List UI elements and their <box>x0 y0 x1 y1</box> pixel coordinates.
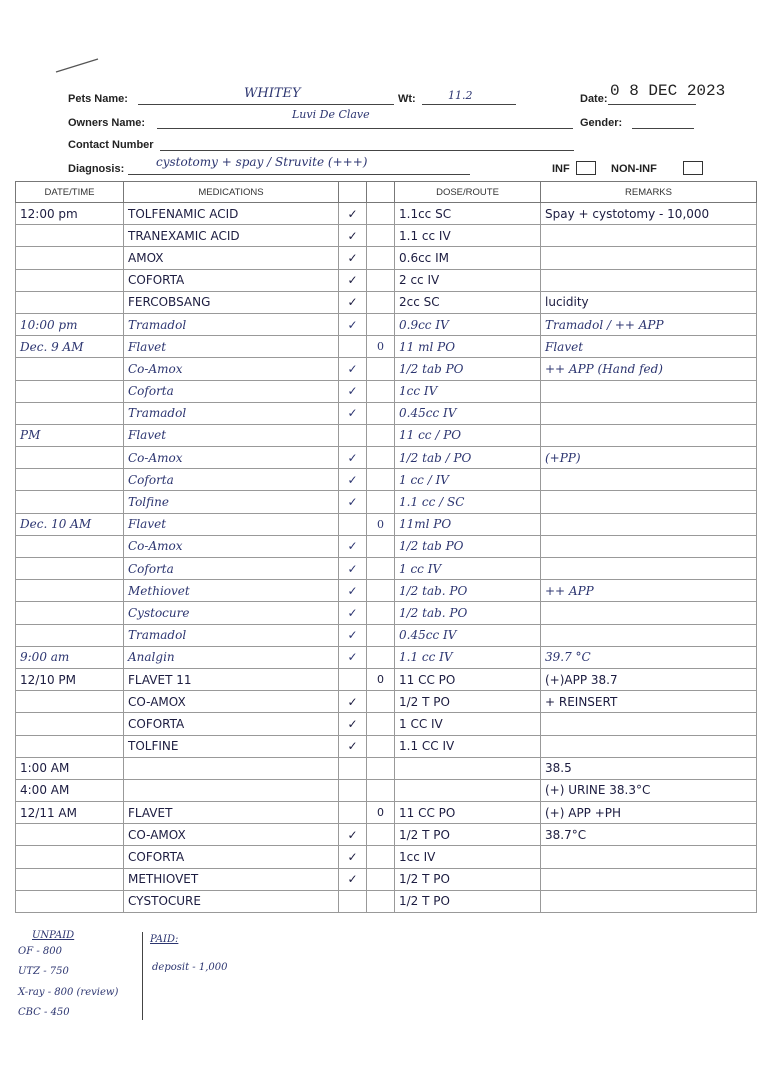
medication-cell: CYSTOCURE <box>124 890 339 912</box>
pets-name-line <box>138 104 394 105</box>
check-mark: ✓ <box>339 602 367 624</box>
pets-name-label: Pets Name: <box>68 93 128 105</box>
datetime-cell <box>16 868 124 890</box>
header-remarks: REMARKS <box>541 182 757 203</box>
check-mark: ✓ <box>339 469 367 491</box>
dose-route-cell: 0.45cc IV <box>395 402 541 424</box>
given-mark <box>367 535 395 557</box>
given-mark <box>367 447 395 469</box>
given-mark <box>367 269 395 291</box>
dose-route-cell: 1.1 CC IV <box>395 735 541 757</box>
remarks-cell <box>541 890 757 912</box>
datetime-cell <box>16 735 124 757</box>
dose-route-cell: 1/2 tab. PO <box>395 602 541 624</box>
dose-route-cell: 2cc SC <box>395 291 541 313</box>
check-mark <box>339 513 367 535</box>
unpaid-label: UNPAID <box>32 930 75 941</box>
table-row <box>16 558 757 580</box>
datetime-cell: 10:00 pm <box>16 313 124 335</box>
given-mark <box>367 868 395 890</box>
dose-route-cell: 11 CC PO <box>395 802 541 824</box>
table-row <box>16 602 757 624</box>
remarks-cell <box>541 469 757 491</box>
medication-cell: COFORTA <box>124 713 339 735</box>
check-mark <box>339 668 367 690</box>
medication-cell: Coforta <box>124 380 339 402</box>
table-row <box>16 447 757 469</box>
date-value: 0 8 DEC 2023 <box>610 82 726 100</box>
given-mark <box>367 424 395 446</box>
unpaid-item: X-ray - 800 (review) <box>18 987 119 998</box>
dose-route-cell: 11 CC PO <box>395 668 541 690</box>
remarks-cell: Flavet <box>541 336 757 358</box>
remarks-cell <box>541 225 757 247</box>
given-mark <box>367 402 395 424</box>
datetime-cell <box>16 558 124 580</box>
given-mark: 0 <box>367 336 395 358</box>
table-row <box>16 225 757 247</box>
medication-cell <box>124 757 339 779</box>
dose-route-cell: 1cc IV <box>395 846 541 868</box>
inf-label: INF <box>552 163 570 175</box>
table-row <box>16 802 757 824</box>
check-mark: ✓ <box>339 735 367 757</box>
medication-cell: Tolfine <box>124 491 339 513</box>
given-mark <box>367 646 395 668</box>
dose-route-cell: 11 ml PO <box>395 336 541 358</box>
noninf-checkbox[interactable] <box>683 161 703 175</box>
dose-route-cell: 1/2 tab PO <box>395 535 541 557</box>
check-mark: ✓ <box>339 868 367 890</box>
datetime-cell: 12:00 pm <box>16 203 124 225</box>
datetime-cell <box>16 469 124 491</box>
pen-stroke <box>54 56 100 76</box>
medication-cell: CO-AMOX <box>124 824 339 846</box>
remarks-cell: (+PP) <box>541 447 757 469</box>
medication-cell: FERCOBSANG <box>124 291 339 313</box>
given-mark <box>367 469 395 491</box>
dose-route-cell: 1.1cc SC <box>395 203 541 225</box>
medication-cell: TRANEXAMIC ACID <box>124 225 339 247</box>
table-row <box>16 247 757 269</box>
datetime-cell <box>16 269 124 291</box>
medication-cell: Tramadol <box>124 313 339 335</box>
dose-route-cell: 1/2 tab / PO <box>395 447 541 469</box>
owners-name-value: Luvi De Clave <box>292 108 370 121</box>
table-header-row <box>16 182 757 203</box>
check-mark: ✓ <box>339 225 367 247</box>
datetime-cell: Dec. 9 AM <box>16 336 124 358</box>
datetime-cell: PM <box>16 424 124 446</box>
datetime-cell <box>16 691 124 713</box>
given-mark <box>367 779 395 801</box>
remarks-cell: 38.7°C <box>541 824 757 846</box>
check-mark: ✓ <box>339 624 367 646</box>
remarks-cell: ++ APP (Hand fed) <box>541 358 757 380</box>
check-mark: ✓ <box>339 247 367 269</box>
medication-cell: Cystocure <box>124 602 339 624</box>
table-row <box>16 380 757 402</box>
header-datetime: DATE/TIME <box>16 182 124 203</box>
remarks-cell <box>541 602 757 624</box>
table-row <box>16 402 757 424</box>
medication-cell: Co-Amox <box>124 535 339 557</box>
date-line <box>608 104 696 105</box>
given-mark <box>367 713 395 735</box>
medication-cell: Co-Amox <box>124 447 339 469</box>
table-row <box>16 291 757 313</box>
remarks-cell: Tramadol / ++ APP <box>541 313 757 335</box>
medication-cell: Flavet <box>124 424 339 446</box>
given-mark <box>367 313 395 335</box>
medication-cell: Tramadol <box>124 624 339 646</box>
wt-value: 11.2 <box>448 89 473 102</box>
dose-route-cell: 1/2 tab PO <box>395 358 541 380</box>
gender-line <box>632 128 694 129</box>
medication-cell: FLAVET <box>124 802 339 824</box>
datetime-cell <box>16 535 124 557</box>
contact-line <box>160 150 574 151</box>
table-row <box>16 890 757 912</box>
remarks-cell: lucidity <box>541 291 757 313</box>
given-mark <box>367 491 395 513</box>
datetime-cell <box>16 491 124 513</box>
dose-route-cell: 1 cc IV <box>395 558 541 580</box>
datetime-cell <box>16 846 124 868</box>
datetime-cell: 9:00 am <box>16 646 124 668</box>
datetime-cell <box>16 824 124 846</box>
dose-route-cell: 1cc IV <box>395 380 541 402</box>
medication-cell: Co-Amox <box>124 358 339 380</box>
dose-route-cell: 2 cc IV <box>395 269 541 291</box>
dose-route-cell: 1/2 T PO <box>395 868 541 890</box>
noninf-label: NON-INF <box>611 163 657 175</box>
owners-name-label: Owners Name: <box>68 117 146 129</box>
table-row <box>16 668 757 690</box>
check-mark: ✓ <box>339 535 367 557</box>
unpaid-item: OF - 800 <box>18 946 62 957</box>
paid-label: PAID: <box>150 934 179 945</box>
datetime-cell: 4:00 AM <box>16 779 124 801</box>
medication-table <box>15 181 757 913</box>
inf-checkbox[interactable] <box>576 161 596 175</box>
table-row <box>16 203 757 225</box>
medication-cell: Coforta <box>124 558 339 580</box>
medication-cell: Flavet <box>124 513 339 535</box>
remarks-cell: 39.7 °C <box>541 646 757 668</box>
given-mark <box>367 247 395 269</box>
dose-route-cell: 1 cc / IV <box>395 469 541 491</box>
dose-route-cell: 1 CC IV <box>395 713 541 735</box>
datetime-cell <box>16 580 124 602</box>
check-mark: ✓ <box>339 358 367 380</box>
check-mark: ✓ <box>339 402 367 424</box>
given-mark <box>367 203 395 225</box>
datetime-cell: 1:00 AM <box>16 757 124 779</box>
header-check <box>339 182 367 203</box>
check-mark: ✓ <box>339 691 367 713</box>
remarks-cell <box>541 735 757 757</box>
remarks-cell <box>541 491 757 513</box>
dose-route-cell: 0.6cc IM <box>395 247 541 269</box>
table-row <box>16 336 757 358</box>
table-row <box>16 580 757 602</box>
table-row <box>16 779 757 801</box>
table-row <box>16 735 757 757</box>
given-mark <box>367 558 395 580</box>
unpaid-item: UTZ - 750 <box>18 966 69 977</box>
check-mark: ✓ <box>339 203 367 225</box>
remarks-cell <box>541 868 757 890</box>
check-mark <box>339 336 367 358</box>
dose-route-cell: 0.45cc IV <box>395 624 541 646</box>
unpaid-item: CBC - 450 <box>18 1007 70 1018</box>
table-row <box>16 269 757 291</box>
remarks-cell <box>541 380 757 402</box>
datetime-cell <box>16 624 124 646</box>
remarks-cell <box>541 247 757 269</box>
medication-cell: COFORTA <box>124 846 339 868</box>
dose-route-cell: 1/2 T PO <box>395 890 541 912</box>
remarks-cell: (+) URINE 38.3°C <box>541 779 757 801</box>
datetime-cell <box>16 713 124 735</box>
dose-route-cell: 11ml PO <box>395 513 541 535</box>
remarks-cell: 38.5 <box>541 757 757 779</box>
given-mark <box>367 580 395 602</box>
medication-cell: TOLFENAMIC ACID <box>124 203 339 225</box>
check-mark: ✓ <box>339 580 367 602</box>
check-mark: ✓ <box>339 447 367 469</box>
table-row <box>16 535 757 557</box>
check-mark: ✓ <box>339 646 367 668</box>
date-label: Date: <box>580 93 608 105</box>
table-row <box>16 646 757 668</box>
medication-cell: AMOX <box>124 247 339 269</box>
dose-route-cell <box>395 779 541 801</box>
remarks-cell: (+)APP 38.7 <box>541 668 757 690</box>
table-row <box>16 513 757 535</box>
remarks-cell <box>541 269 757 291</box>
given-mark <box>367 757 395 779</box>
given-mark <box>367 602 395 624</box>
wt-line <box>422 104 516 105</box>
diagnosis-label: Diagnosis: <box>68 163 125 175</box>
table-row <box>16 313 757 335</box>
table-row <box>16 424 757 446</box>
check-mark: ✓ <box>339 846 367 868</box>
check-mark <box>339 424 367 446</box>
medication-cell: Coforta <box>124 469 339 491</box>
check-mark <box>339 890 367 912</box>
given-mark <box>367 824 395 846</box>
given-mark: 0 <box>367 668 395 690</box>
remarks-cell <box>541 558 757 580</box>
dose-route-cell: 1.1 cc IV <box>395 225 541 247</box>
datetime-cell: Dec. 10 AM <box>16 513 124 535</box>
dose-route-cell: 0.9cc IV <box>395 313 541 335</box>
check-mark: ✓ <box>339 491 367 513</box>
given-mark <box>367 890 395 912</box>
check-mark <box>339 779 367 801</box>
given-mark <box>367 846 395 868</box>
header-dose-route: DOSE/ROUTE <box>395 182 541 203</box>
wt-label: Wt: <box>398 93 416 105</box>
check-mark: ✓ <box>339 380 367 402</box>
contact-label: Contact Number <box>68 139 154 151</box>
datetime-cell <box>16 402 124 424</box>
datetime-cell <box>16 358 124 380</box>
check-mark: ✓ <box>339 713 367 735</box>
datetime-cell <box>16 225 124 247</box>
medication-cell: COFORTA <box>124 269 339 291</box>
medication-cell: Tramadol <box>124 402 339 424</box>
remarks-cell: Spay + cystotomy - 10,000 <box>541 203 757 225</box>
given-mark <box>367 358 395 380</box>
table-row <box>16 358 757 380</box>
check-mark: ✓ <box>339 824 367 846</box>
remarks-cell <box>541 513 757 535</box>
given-mark <box>367 380 395 402</box>
given-mark: 0 <box>367 513 395 535</box>
table-row <box>16 868 757 890</box>
dose-route-cell: 1/2 tab. PO <box>395 580 541 602</box>
check-mark: ✓ <box>339 269 367 291</box>
remarks-cell <box>541 535 757 557</box>
remarks-cell <box>541 846 757 868</box>
table-row <box>16 757 757 779</box>
dose-route-cell: 1/2 T PO <box>395 691 541 713</box>
medication-cell: CO-AMOX <box>124 691 339 713</box>
given-mark <box>367 735 395 757</box>
dose-route-cell: 1.1 cc IV <box>395 646 541 668</box>
check-mark: ✓ <box>339 558 367 580</box>
paid-item: deposit - 1,000 <box>152 962 228 973</box>
dose-route-cell: 1/2 T PO <box>395 824 541 846</box>
table-row <box>16 624 757 646</box>
check-mark: ✓ <box>339 291 367 313</box>
table-row <box>16 691 757 713</box>
datetime-cell <box>16 602 124 624</box>
medication-cell: METHIOVET <box>124 868 339 890</box>
datetime-cell <box>16 890 124 912</box>
dose-route-cell <box>395 757 541 779</box>
diagnosis-value: cystotomy + spay / Struvite (+++) <box>156 155 368 169</box>
medication-cell: Flavet <box>124 336 339 358</box>
table-row <box>16 713 757 735</box>
medication-cell: TOLFINE <box>124 735 339 757</box>
header-given <box>367 182 395 203</box>
table-row <box>16 824 757 846</box>
remarks-cell <box>541 713 757 735</box>
header-medications: MEDICATIONS <box>124 182 339 203</box>
remarks-cell <box>541 624 757 646</box>
remarks-cell: + REINSERT <box>541 691 757 713</box>
gender-label: Gender: <box>580 117 623 129</box>
given-mark <box>367 624 395 646</box>
remarks-cell <box>541 402 757 424</box>
medication-cell: Analgin <box>124 646 339 668</box>
owners-name-line <box>157 128 573 129</box>
check-mark <box>339 802 367 824</box>
datetime-cell: 12/11 AM <box>16 802 124 824</box>
remarks-cell <box>541 424 757 446</box>
remarks-cell: ++ APP <box>541 580 757 602</box>
check-mark: ✓ <box>339 313 367 335</box>
medication-cell: FLAVET 11 <box>124 668 339 690</box>
datetime-cell <box>16 247 124 269</box>
dose-route-cell: 11 cc / PO <box>395 424 541 446</box>
given-mark <box>367 291 395 313</box>
given-mark: 0 <box>367 802 395 824</box>
table-row <box>16 491 757 513</box>
given-mark <box>367 225 395 247</box>
footer-divider <box>142 932 143 1020</box>
datetime-cell <box>16 447 124 469</box>
table-row <box>16 846 757 868</box>
medication-cell: Methiovet <box>124 580 339 602</box>
datetime-cell: 12/10 PM <box>16 668 124 690</box>
datetime-cell <box>16 291 124 313</box>
datetime-cell <box>16 380 124 402</box>
diagnosis-line <box>128 174 470 175</box>
remarks-cell: (+) APP +PH <box>541 802 757 824</box>
pets-name-value: WHITEY <box>244 86 301 101</box>
dose-route-cell: 1.1 cc / SC <box>395 491 541 513</box>
medication-cell <box>124 779 339 801</box>
given-mark <box>367 691 395 713</box>
table-row <box>16 469 757 491</box>
check-mark <box>339 757 367 779</box>
